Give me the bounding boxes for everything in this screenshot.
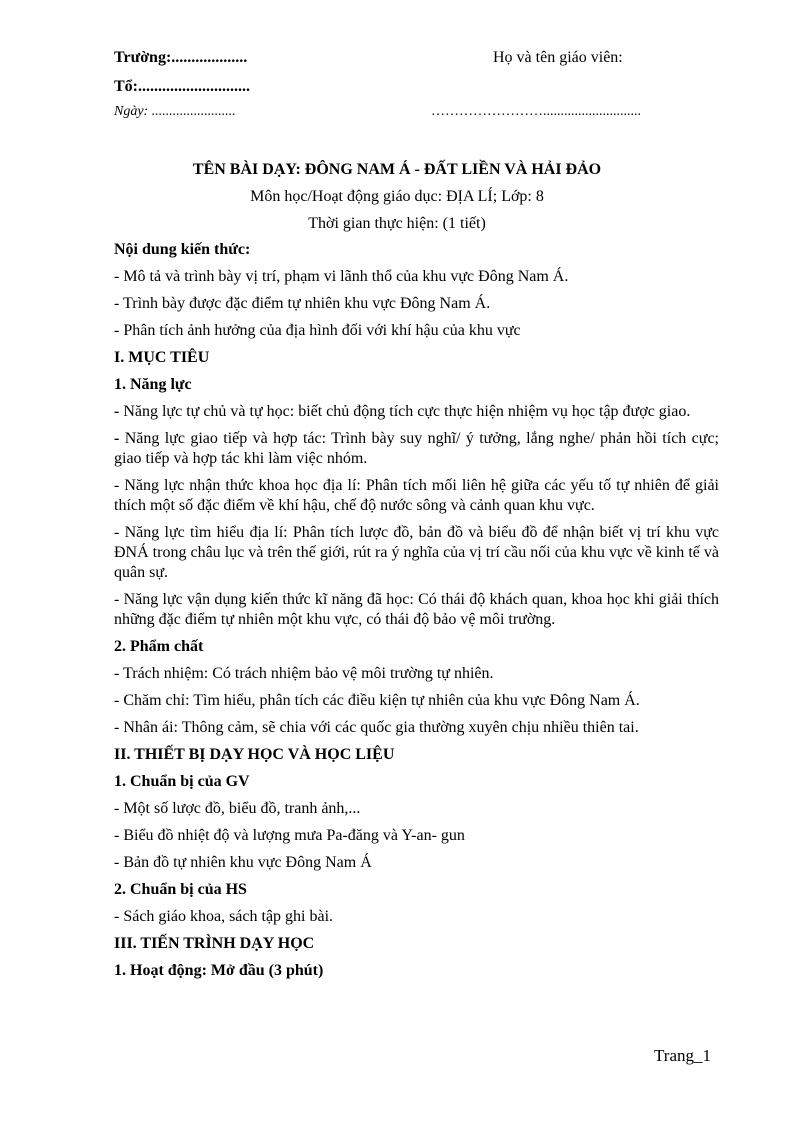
duration-line: Thời gian thực hiện: (1 tiết) xyxy=(308,215,486,232)
competency-text: - Năng lực nhận thức khoa học địa lí: Phân tích mối liên hệ giữa các yếu tố tự nhiên để giải thích một số đặc điểm về khí hậu, chế độ nước sông và cảnh quan khu vực. xyxy=(114,477,719,514)
competency-item xyxy=(114,429,719,469)
quality-item: - Chăm chỉ: Tìm hiểu, phân tích các điều kiện tự nhiên của khu vực Đông Nam Á. xyxy=(114,692,640,709)
knowledge-item: - Mô tả và trình bày vị trí, phạm vi lãnh thổ của khu vực Đông Nam Á. xyxy=(114,268,569,285)
teacher-name-dots: ……………………............................ xyxy=(431,104,641,119)
knowledge-heading: Nội dung kiến thức: xyxy=(114,241,251,258)
quality-item: - Trách nhiệm: Có trách nhiệm bảo vệ môi trường tự nhiên. xyxy=(114,665,494,682)
bullet-dash: - xyxy=(114,430,120,447)
competency-text: - Năng lực vận dụng kiến thức kĩ năng đã học: Có thái độ khách quan, khoa học khi giải thích những đặc điểm tự nhiên một khu vực, có thái độ bảo vệ môi trường. xyxy=(114,591,719,628)
school-field: Trường:................... xyxy=(114,49,248,66)
page-number: Trang_1 xyxy=(654,1046,711,1065)
competency-text: Năng lực giao tiếp và hợp tác: Trình bày suy nghĩ/ ý tưởng, lắng nghe/ phản hồi tích cực; giao tiếp và hợp tác khi làm việc nhóm. xyxy=(114,430,719,467)
competency-item xyxy=(114,523,719,583)
knowledge-item: - Trình bày được đặc điểm tự nhiên khu vực Đông Nam Á. xyxy=(114,295,491,312)
subject-line: Môn học/Hoạt động giáo dục: ĐỊA LÍ; Lớp: 8 xyxy=(250,188,544,205)
group-field: Tổ:............................ xyxy=(114,78,250,95)
knowledge-item: - Phân tích ảnh hưởng của địa hình đối với khí hậu của khu vực xyxy=(114,322,521,339)
competency-item xyxy=(114,590,719,630)
section-heading-equipment: II. THIẾT BỊ DẠY HỌC VÀ HỌC LIỆU xyxy=(114,746,395,763)
student-prep-item: - Sách giáo khoa, sách tập ghi bài. xyxy=(114,908,334,925)
subheading-qualities: 2. Phẩm chất xyxy=(114,638,204,655)
quality-item: - Nhân ái: Thông cảm, sẽ chia với các quốc gia thường xuyên chịu nhiều thiên tai. xyxy=(114,719,639,736)
teacher-prep-item: - Một số lược đồ, biểu đồ, tranh ảnh,... xyxy=(114,800,361,817)
teacher-prep-item: - Bản đồ tự nhiên khu vực Đông Nam Á xyxy=(114,854,372,871)
lesson-content xyxy=(114,240,719,988)
activity-heading: 1. Hoạt động: Mở đầu (3 phút) xyxy=(114,962,324,979)
subheading-teacher-prep: 1. Chuẩn bị của GV xyxy=(114,773,250,790)
subheading-competencies: 1. Năng lực xyxy=(114,376,192,393)
competency-item xyxy=(114,402,719,422)
bullet-dash: - xyxy=(114,403,120,420)
lesson-title: TÊN BÀI DẠY: ĐÔNG NAM Á - ĐẤT LIỀN VÀ HẢI ĐẢO xyxy=(192,161,602,178)
teacher-prep-item: - Biểu đồ nhiệt độ và lượng mưa Pa-đăng và Y-an- gun xyxy=(114,827,465,844)
teacher-name-label: Họ và tên giáo viên: xyxy=(493,49,623,66)
date-field: Ngày: ........................ xyxy=(114,104,236,119)
section-heading-procedure: III. TIẾN TRÌNH DẠY HỌC xyxy=(114,935,315,952)
section-heading-objectives: I. MỤC TIÊU xyxy=(114,349,210,366)
competency-item xyxy=(114,476,719,516)
subheading-student-prep: 2. Chuẩn bị của HS xyxy=(114,881,247,898)
competency-text: - Năng lực tìm hiểu địa lí: Phân tích lược đồ, bản đồ và biểu đồ để nhận biết vị trí khu vực ĐNÁ trong châu lục và trên thế giới, rút ra ý nghĩa của vị trí cầu nối của khu vực về kinh tế và quân sự. xyxy=(114,524,719,581)
competency-text: Năng lực tự chủ và tự học: biết chủ động tích cực thực hiện nhiệm vụ học tập được giao. xyxy=(119,403,691,420)
